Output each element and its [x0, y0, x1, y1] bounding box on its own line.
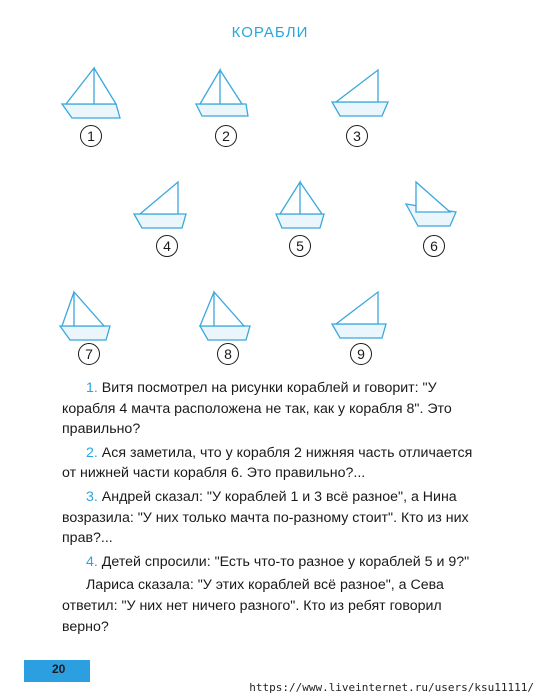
task-1: 1. Витя посмотрел на рисунки кораблей и говорит: "У корабля 4 мачта расположена не так, как у корабля 8". Это правильно? — [62, 380, 452, 438]
boat-2 — [190, 64, 300, 174]
boat-drawing — [268, 176, 338, 242]
boat-4 — [128, 176, 238, 286]
boat-number-8: 8 — [217, 343, 239, 365]
task-4: 4. Детей спросили: "Есть что-то разное у кораблей 5 и 9?" — [86, 553, 470, 570]
boat-9 — [326, 286, 436, 396]
boat-7 — [56, 286, 166, 396]
page-number: 20 — [52, 662, 66, 676]
tasks-text — [62, 378, 490, 640]
boat-number-1: 1 — [80, 125, 102, 147]
boat-number-7: 7 — [78, 343, 100, 365]
boat-number-3: 3 — [346, 125, 368, 147]
boat-number-4: 4 — [156, 235, 178, 257]
boat-drawing — [56, 286, 126, 352]
boat-drawing — [190, 64, 260, 130]
boat-number-6: 6 — [423, 235, 445, 257]
boat-drawing — [326, 64, 396, 130]
boat-6 — [400, 176, 510, 286]
task-4-continued: Лариса сказала: "У этих кораблей всё разное", а Сева ответил: "У них нет ничего разного". Кто из ребят говорил верно? — [62, 577, 444, 635]
page-title: КОРАБЛИ — [231, 24, 309, 41]
boat-1 — [58, 60, 168, 170]
boat-5 — [268, 176, 378, 286]
boat-drawing — [128, 176, 198, 242]
boat-number-9: 9 — [350, 343, 372, 365]
task-2: 2. Ася заметила, что у корабля 2 нижняя часть отличается от нижней части корабля 6. Это правильно?... — [62, 444, 473, 482]
source-url: https://www.liveinternet.ru/users/ksu11111/ — [249, 681, 534, 694]
boat-drawing — [58, 60, 128, 126]
boat-8 — [194, 286, 304, 396]
task-3: 3. Андрей сказал: "У кораблей 1 и 3 всё разное", а Нина возразила: "У них только мачта по-разному стоит". Кто из них прав?... — [62, 488, 469, 547]
boat-3 — [326, 64, 436, 174]
boat-drawing — [400, 176, 470, 242]
boat-number-2: 2 — [215, 125, 237, 147]
boat-number-5: 5 — [289, 235, 311, 257]
